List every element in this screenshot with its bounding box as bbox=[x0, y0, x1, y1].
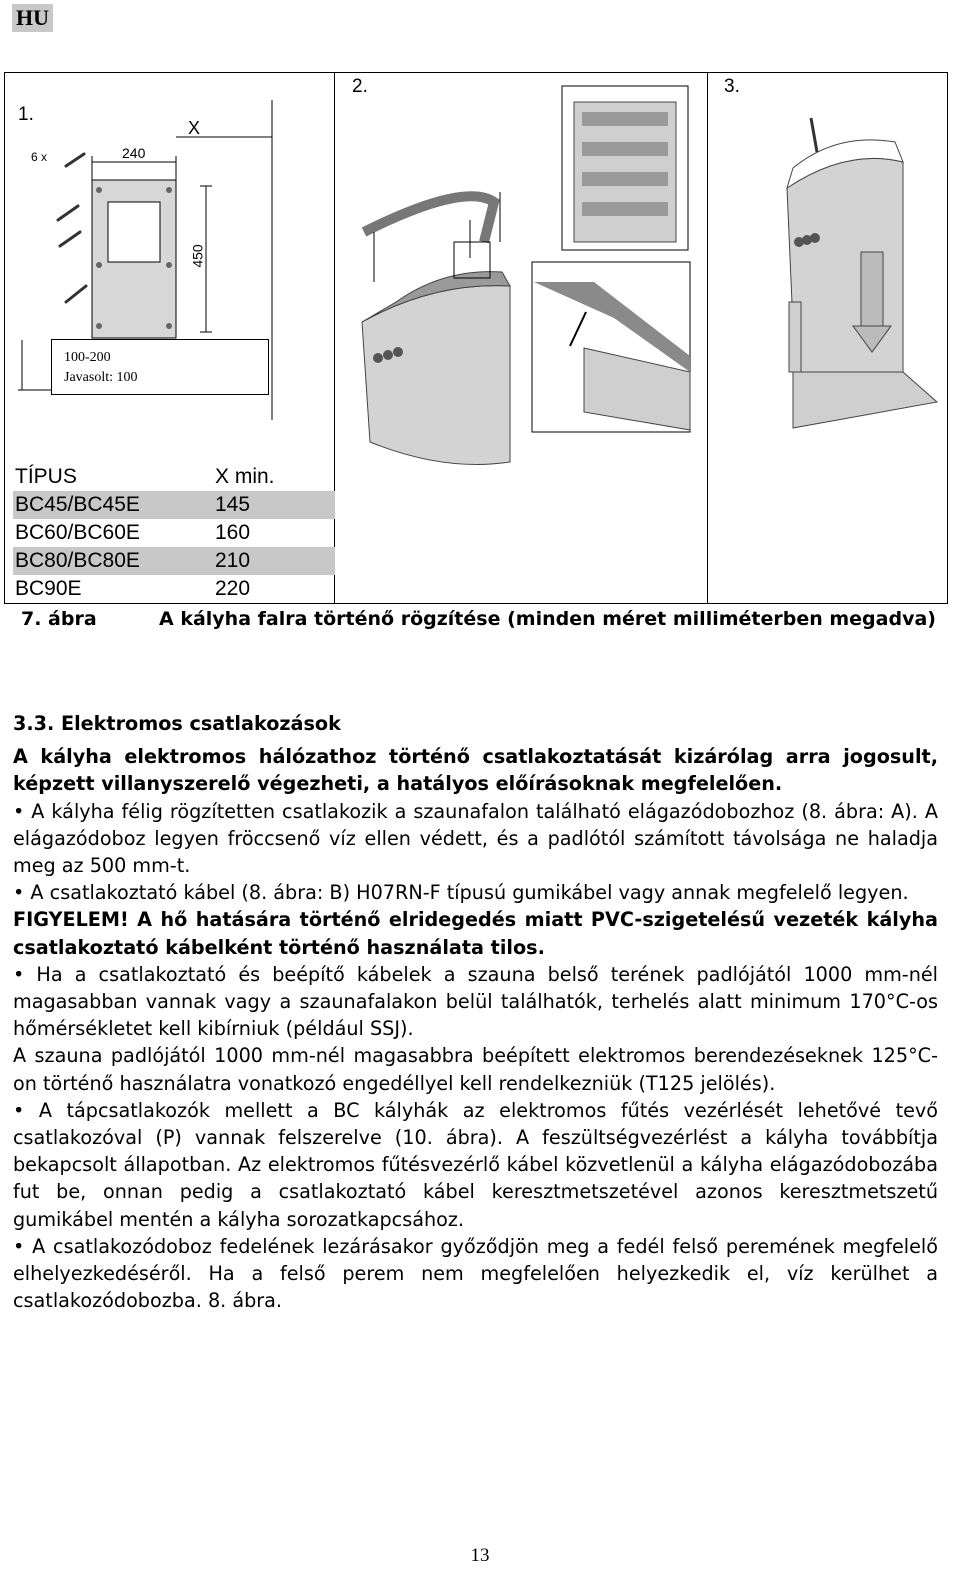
figure-caption-label: 7. ábra bbox=[21, 608, 97, 630]
bullet-paragraph: • A csatlakoztató kábel (8. ábra: B) H07RN-F típusú gumikábel vagy annak megfelelő legyen. bbox=[13, 881, 909, 905]
panel-3-number: 3. bbox=[724, 76, 740, 97]
panel-1-number: 1. bbox=[18, 104, 34, 125]
page-number: 13 bbox=[470, 1545, 490, 1566]
table-cell: BC45/BC45E bbox=[15, 493, 140, 516]
callout-line-2: Javasolt: 100 bbox=[64, 370, 138, 385]
table-cell: 210 bbox=[215, 549, 251, 572]
section-heading: 3.3. Elektromos csatlakozások bbox=[13, 712, 341, 735]
distance-callout bbox=[51, 339, 269, 395]
bullet-paragraph: • A csatlakozódoboz fedelének lezárásakor győződjön meg a fedél felső peremének megfelelő elhelyezkedéséről. Ha a felső perem nem megfelelően helyezkedik el, víz kerülhet a csatlakozódobozba. 8. ábra. bbox=[13, 1234, 938, 1313]
heater-hanging-drawing bbox=[334, 72, 707, 604]
table-cell: BC90E bbox=[15, 577, 82, 600]
table-cell: BC80/BC80E bbox=[15, 549, 140, 572]
heater-fixing-drawing bbox=[707, 72, 948, 604]
table-row bbox=[13, 519, 335, 547]
bullet-paragraph: • Ha a csatlakoztató és beépítő kábelek a szauna belső terének padlójától 1000 mm-nél magasabban vannak vagy a szaunafalakon belül találhatók, terhelés alatt minimum 170°C-os hőmérsékletet kell kibírniuk (például SSJ). bbox=[13, 962, 938, 1041]
table-cell: BC60/BC60E bbox=[15, 521, 140, 544]
table-row bbox=[13, 491, 335, 519]
dimension-450-label: 450 bbox=[189, 244, 206, 268]
figure-caption-text: A kályha falra történő rögzítése (minden méret milliméterben megadva) bbox=[159, 608, 936, 630]
table-row bbox=[13, 575, 335, 603]
figure-caption bbox=[13, 605, 938, 633]
table-header-row bbox=[13, 463, 335, 491]
screw-count-label: 6 x bbox=[31, 150, 48, 164]
bullet-paragraph: • A kályha félig rögzítetten csatlakozik a szaunafalon található elágazódobozhoz (8. ábra: A). A elágazódoboz legyen fröccsenő víz ellen védett, és a padlótól számított távolsága ne haladja meg az 500 mm-t. bbox=[13, 799, 938, 878]
table-cell: 145 bbox=[215, 493, 251, 516]
dimension-x-label: X bbox=[188, 118, 201, 138]
panel-2-number: 2. bbox=[352, 76, 368, 97]
section-content bbox=[13, 710, 938, 1314]
table-cell: 220 bbox=[215, 577, 251, 600]
table-cell: 160 bbox=[215, 521, 251, 544]
warning-paragraph: FIGYELEM! A hő hatására történő elridegedés miatt PVC-szigetelésű vezeték kályha csatlakoztató kábelként történő használata tilos. bbox=[13, 908, 938, 959]
section-intro: A kályha elektromos hálózathoz történő csatlakoztatását kizárólag arra jogosult, képzett villanyszerelő végezheti, a hatályos előírásoknak megfelelően. bbox=[13, 745, 938, 796]
dimension-240-label: 240 bbox=[122, 145, 146, 161]
callout-line-1: 100-200 bbox=[64, 350, 111, 365]
type-table bbox=[13, 463, 335, 603]
paragraph: A szauna padlójától 1000 mm-nél magasabbra beépített elektromos berendezéseknek 125°C-on történő használatra vonatkozó engedéllyel kell rendelkezniük (T125 jelölés). bbox=[13, 1044, 938, 1095]
table-row bbox=[13, 547, 335, 575]
table-header-cell: X min. bbox=[215, 465, 275, 488]
bullet-paragraph: • A tápcsatlakozók mellett a BC kályhák az elektromos fűtés vezérlését lehetővé tevő csatlakozóval (P) vannak felszerelve (10. ábra). A feszültségvezérlést a kályha továbbítja bekapcsolt állapotban. Az elektromos fűtésvezérlő kábel közvetlenül a kályha elágazódobozába fut be, onnan pedig a csatlakoztató kábel keresztmetszetével azonos keresztmetszetű gumikábel mentén a kályha sorozatkapcsához. bbox=[13, 1098, 938, 1231]
language-tag: HU bbox=[12, 4, 53, 32]
table-header-cell: TÍPUS bbox=[15, 465, 77, 488]
